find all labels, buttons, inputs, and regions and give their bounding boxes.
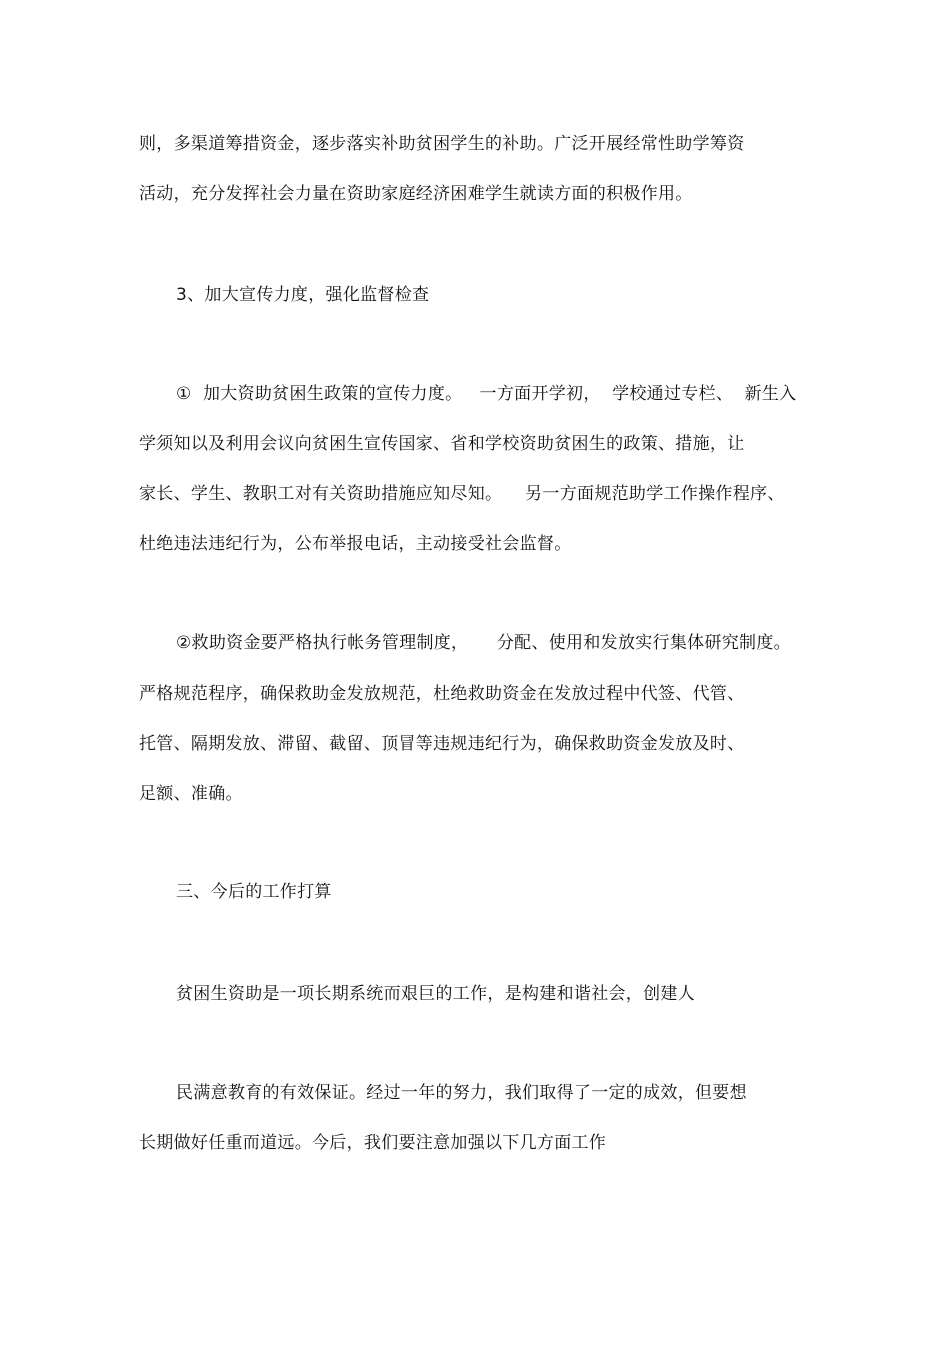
paragraph-line: 严格规范程序，确保救助金发放规范，杜绝救助资金在发放过程中代签、代管、 [139, 684, 745, 704]
section-heading: 3、加大宣传力度，强化监督检查 [176, 285, 430, 305]
paragraph-line: 杜绝违法违纪行为，公布举报电话，主动接受社会监督。 [139, 534, 572, 554]
paragraph-line: ① 加大资助贫困生政策的宣传力度。 一方面开学初， 学校通过专栏、 新生入 [176, 384, 797, 404]
paragraph-line: 学须知以及利用会议向贫困生宣传国家、省和学校资助贫困生的政策、措施，让 [139, 434, 745, 454]
paragraph-line: 家长、学生、教职工对有关资助措施应知尽知。 另一方面规范助学工作操作程序、 [139, 484, 785, 504]
paragraph-line: ②救助资金要严格执行帐务管理制度， 分配、使用和发放实行集体研究制度。 [176, 633, 791, 653]
paragraph-line: 活动，充分发挥社会力量在资助家庭经济困难学生就读方面的积极作用。 [139, 184, 693, 204]
paragraph-line: 贫困生资助是一项长期系统而艰巨的工作，是构建和谐社会，创建人 [176, 984, 695, 1004]
section-heading: 三、今后的工作打算 [176, 882, 332, 902]
paragraph-line: 民满意教育的有效保证。经过一年的努力，我们取得了一定的成效，但要想 [176, 1083, 747, 1103]
paragraph-line: 长期做好任重而道远。今后，我们要注意加强以下几方面工作 [139, 1133, 607, 1153]
paragraph-line: 足额、准确。 [139, 784, 243, 804]
paragraph-line: 则，多渠道筹措资金，逐步落实补助贫困学生的补助。广泛开展经常性助学筹资 [139, 134, 745, 154]
paragraph-line: 托管、隔期发放、滞留、截留、顶冒等违规违纪行为，确保救助资金发放及时、 [139, 734, 745, 754]
